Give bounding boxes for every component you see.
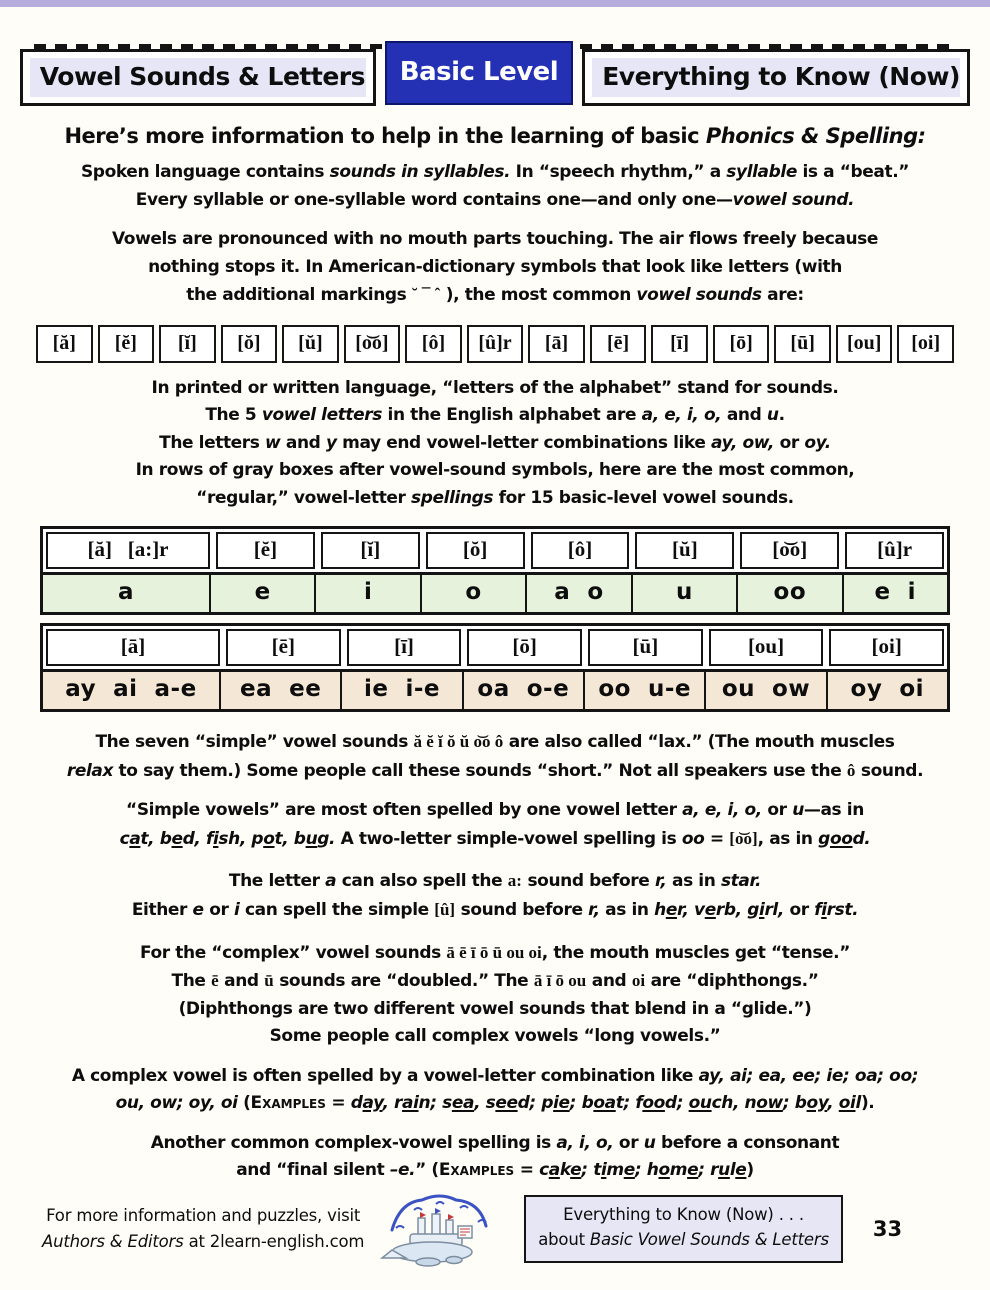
complex-vowels-spelling-table	[40, 623, 950, 712]
vowel-symbol-cell: [ĕ]	[98, 325, 155, 363]
page-footer	[0, 1188, 990, 1270]
simple-vowels-header-row	[43, 529, 947, 572]
spelling-cell: e	[209, 575, 314, 612]
vowel-symbol-cell: [ou]	[836, 325, 893, 363]
spelling-cell: oy oi	[826, 672, 947, 709]
vowel-symbol-header-cell: [û]r	[845, 532, 944, 569]
spelling-cell: e i	[842, 575, 947, 612]
vowel-symbol-cell: [oi]	[897, 325, 954, 363]
paragraph-simple-spellings: “Simple vowels” are most often spelled by one vowel letter a, e, i, o, or u—as in cat, bed, fish, pot, bug. A two-letter simple-vowel spelling is oo = [o͝o], as in good.	[119, 800, 871, 849]
spelling-cell: ou ow	[704, 672, 825, 709]
vowel-symbol-cell: [ō]	[713, 325, 770, 363]
vowel-symbol-cell: [ŏ]	[221, 325, 278, 363]
vowel-symbol-header-cell: [ā]	[46, 629, 220, 666]
spelling-cell: ie i-e	[340, 672, 461, 709]
vowel-symbol-cell: [ă]	[36, 325, 93, 363]
vowel-symbol-header-cell: [ē]	[226, 629, 341, 666]
spelling-cell: a	[43, 575, 209, 612]
tab-basic-level: Basic Level	[385, 41, 573, 105]
vowel-symbol-header-cell: [oi]	[829, 629, 944, 666]
tab-vowel-sounds-letters	[20, 49, 376, 106]
vowel-symbol-cell: [ô]	[405, 325, 462, 363]
authors-editors-castle-logo	[380, 1188, 498, 1270]
paragraph-final-silent-e: Another common complex-vowel spelling is a, i, o, or u before a consonant and “final silent –e.” (Examples = cake; time; home; rule)	[150, 1132, 840, 1181]
vowel-symbol-cell: [ŭ]	[282, 325, 339, 363]
vowel-symbol-header-cell: [ă] [a:]r	[46, 532, 210, 569]
vowel-symbol-cell: [ī]	[651, 325, 708, 363]
vowel-symbol-header-cell: [ĕ]	[216, 532, 315, 569]
complex-vowels-header-row	[43, 626, 947, 669]
vowel-symbol-header-cell: [ō]	[467, 629, 582, 666]
vowel-symbol-cell: [ā]	[528, 325, 585, 363]
spelling-cell: ea ee	[219, 672, 340, 709]
vowel-symbol-header-cell: [ou]	[709, 629, 824, 666]
paragraph-a-before-r: The letter a can also spell the a: sound before r, as in star. Either e or i can spell the simple [û] sound before r, as in her, verb, girl, or first.	[131, 871, 859, 920]
simple-vowels-spelling-table	[40, 526, 950, 615]
spelling-cell: a o	[525, 575, 630, 612]
tab-everything-to-know	[582, 49, 970, 106]
footer-info-text: For more information and puzzles, visit Authors & Editors at 2learn-english.com	[42, 1206, 365, 1251]
paragraph-syllables: Spoken language contains sounds in syllables. In “speech rhythm,” a syllable is a “beat.” Every syllable or one-syllable word contains one—and only one—vowel sound.	[80, 162, 910, 210]
spelling-cell: ay ai a-e	[43, 672, 219, 709]
vowel-symbol-cell: [û]r	[467, 325, 524, 363]
page-number: 33	[872, 1217, 903, 1241]
vowel-symbol-header-cell: [ū]	[588, 629, 703, 666]
vowel-symbol-header-cell: [o͝o]	[740, 532, 839, 569]
vowel-symbol-header-cell: [ô]	[531, 532, 630, 569]
tab-label: Vowel Sounds & Letters	[30, 58, 366, 97]
spelling-cell: oo	[736, 575, 841, 612]
simple-vowels-spelling-row	[43, 572, 947, 612]
top-accent-bar	[0, 0, 990, 7]
paragraph-complex-tense: For the “complex” vowel sounds ā ē ī ō ū ou oi, the mouth muscles get “tense.” The ē and ū sounds are “doubled.” The ā ī ō ou and oi are “diphthongs.” (Diphthongs are two different vowel sounds that blend in a “glide.”) Some people call complex vowels “long vowels.”	[139, 942, 851, 1047]
spelling-cell: u	[631, 575, 736, 612]
paragraph-vowel-pronunciation: Vowels are pronounced with no mouth parts touching. The air flows freely because nothing stops it. In American-dictionary symbols that look like letters (with the additional markings ˘ ¯ ˆ ), the most common vowel sounds are:	[111, 229, 879, 306]
vowel-symbol-header-cell: [ŭ]	[635, 532, 734, 569]
paragraph-simple-lax: The seven “simple” vowel sounds ă ĕ ĭ ŏ ŭ o͝o ô are also called “lax.” (The mouth muscles relax to say them.) Some people call these sounds “short.” Not all speakers use the ô sound.	[66, 732, 924, 781]
spelling-cell: o	[420, 575, 525, 612]
footer-title-box: Everything to Know (Now) . . . about Basic Vowel Sounds & Letters	[524, 1195, 843, 1263]
vowel-symbol-header-cell: [ĭ]	[321, 532, 420, 569]
vowel-symbol-header-cell: [ī]	[347, 629, 462, 666]
tab-label: Everything to Know (Now)	[592, 58, 960, 97]
spelling-cell: oa o-e	[462, 672, 583, 709]
paragraph-letters-alphabet: In printed or written language, “letters of the alphabet” stand for sounds. The 5 vowel letters in the English alphabet are a, e, i, o, and u. The letters w and y may end vowel-letter combinations like ay, ow, or oy. In rows of gray boxes after vowel-sound symbols, here are the most common, “regular,” vowel-letter spellings for 15 basic-level vowel sounds.	[135, 377, 855, 508]
vowel-symbol-cell: [o͝o]	[344, 325, 401, 363]
spelling-cell: oo u-e	[583, 672, 704, 709]
vowel-sound-symbols-row	[36, 325, 954, 363]
vowel-symbol-cell: [ĭ]	[159, 325, 216, 363]
vowel-symbol-header-cell: [ŏ]	[426, 532, 525, 569]
vowel-symbol-cell: [ū]	[774, 325, 831, 363]
spelling-cell: i	[314, 575, 419, 612]
complex-vowels-spelling-row	[43, 669, 947, 709]
header-tabs	[28, 41, 962, 106]
paragraph-complex-spellings: A complex vowel is often spelled by a vowel-letter combination like ay, ai; ea, ee; ie; oa; oo; ou, ow; oy, oi (Examples = day, rain; sea, seed; pie; boat; food; ouch, now; boy, oil).	[71, 1065, 919, 1114]
page-title: Here’s more information to help in the learning of basic Phonics & Spelling:	[64, 124, 926, 148]
vowel-symbol-cell: [ē]	[590, 325, 647, 363]
